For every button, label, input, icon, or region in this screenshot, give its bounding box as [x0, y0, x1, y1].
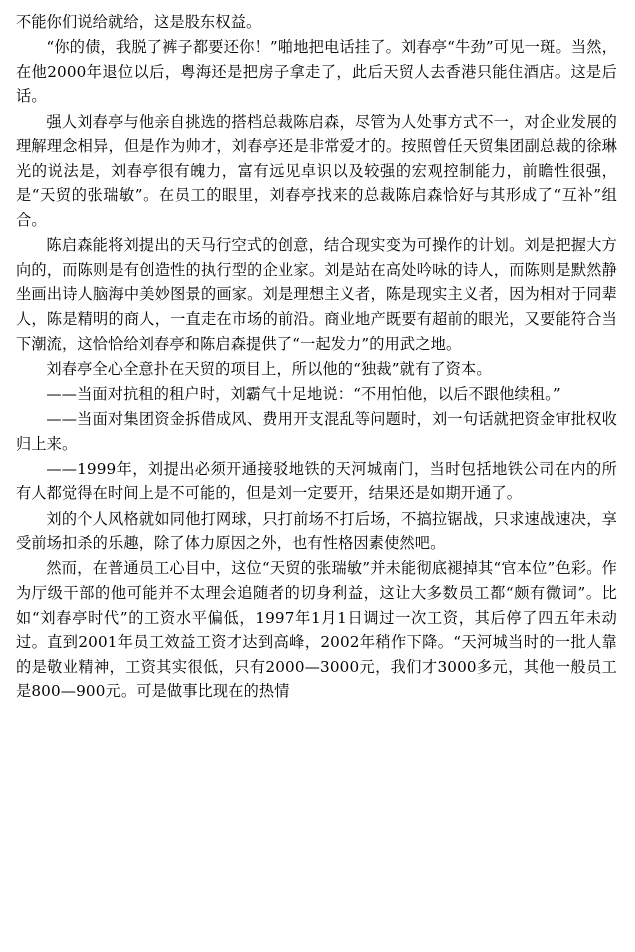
paragraph: ——当面对抗租的租户时，刘霸气十足地说：“不用怕他，以后不跟他续租。” [46, 384, 561, 403]
paragraph: 陈启森能将刘提出的天马行空式的创意，结合现实变为可操作的计划。刘是把握大方向的，而陈则是有创造性的执行型的企业家。刘是站在高处吟咏的诗人，而陈则是默然静坐画出诗人脑海中美妙图景的画家。刘是理想主义者，陈是现实主义者，因为相对于同辈人，陈是精明的商人，一直走在市场的前沿。商业地产既要有超前的眼光，又要能符合当下潮流，这恰恰给刘春亭和陈启森提供了“一起发力”的用武之地。 [16, 236, 617, 353]
paragraph: ——当面对集团资金拆借成风、费用开支混乱等问题时，刘一句话就把资金审批权收归上来。 [16, 410, 617, 453]
paragraph: 强人刘春亭与他亲自挑选的搭档总裁陈启森，尽管为人处事方式不一，对企业发展的理解理念相异，但是作为帅才，刘春亭还是非常爱才的。按照曾任天贸集团副总裁的徐琳光的说法是，刘春亭很有魄力，富有远见卓识以及较强的宏观控制能力，前瞻性很强，是“天贸的张瑞敏”。在员工的眼里，刘春亭找来的总裁陈启森恰好与其形成了“互补”组合。 [16, 112, 617, 229]
paragraph: “你的债，我脱了裤子都要还你！”啪地把电话挂了。刘春亭“牛劲”可见一斑。当然，在他2000年退位以后，粤海还是把房子拿走了，此后天贸人去香港只能住酒店。这是后话。 [16, 38, 617, 106]
paragraph: 然而，在普通员工心目中，这位“天贸的张瑞敏”并未能彻底褪掉其“官本位”色彩。作为厅级干部的他可能并不太理会追随者的切身利益，这让大多数员工都“颇有微词”。比如“刘春亭时代”的工资水平偏低，1997年1月1日调过一次工资，其后停了四五年未动过。直到2001年员工效益工资才达到高峰，2002年稍作下降。“天河城当时的一批人靠的是敬业精神，工资其实很低，只有2000—3000元，我们才3000多元，其他一般员工是800—900元。可是做事比现在的热情 [16, 559, 617, 701]
paragraph: ——1999年，刘提出必须开通接驳地铁的天河城南门，当时包括地铁公司在内的所有人都觉得在时间上是不可能的，但是刘一定要开，结果还是如期开通了。 [16, 459, 617, 503]
paragraph: 不能你们说给就给，这是股东权益。 [16, 13, 262, 31]
paragraph: 刘春亭全心全意扑在天贸的项目上，所以他的“独裁”就有了资本。 [46, 359, 492, 378]
paragraph: 刘的个人风格就如同他打网球，只打前场不打后场，不搞拉锯战，只求速战速决，享受前场扣杀的乐趣，除了体力原因之外，也有性格因素使然吧。 [16, 509, 617, 553]
